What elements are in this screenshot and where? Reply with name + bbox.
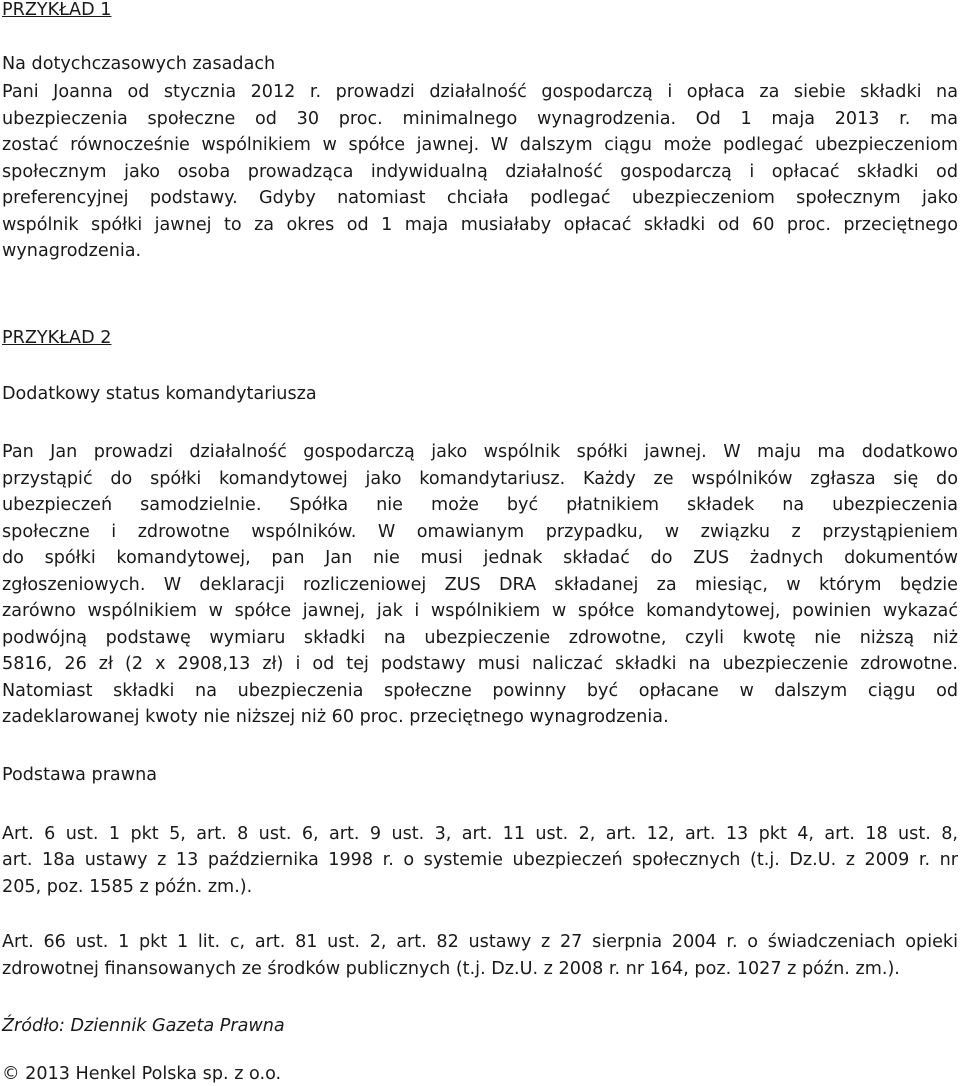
paragraph-line: ubezpieczeń samodzielnie. Spółka nie może być płatnikiem składek na ubezpieczenia xyxy=(2,495,958,515)
paragraph-line: Pani Joanna od stycznia 2012 r. prowadzi działalność gospodarczą i opłaca za siebie składki na xyxy=(2,82,958,102)
copyright-notice: © 2013 Henkel Polska sp. z o.o. xyxy=(2,1064,282,1084)
paragraph-line: Art. 6 ust. 1 pkt 5, art. 8 ust. 6, art. 9 ust. 3, art. 11 ust. 2, art. 12, art. 13 pkt 4, art. 18 ust. 8, xyxy=(2,824,958,844)
paragraph-line: do spółki komandytowej, pan Jan nie musi jednak składać do ZUS żadnych dokumentów xyxy=(2,548,958,568)
source-note: Źródło: Dziennik Gazeta Prawna xyxy=(2,1016,285,1036)
example-1-subtitle: Na dotychczasowych zasadach xyxy=(2,54,276,74)
paragraph-line: podwójną podstawę wymiaru składki na ubezpieczenie zdrowotne, czyli kwotę nie niższą niż xyxy=(2,628,958,648)
paragraph-line: 5816, 26 zł (2 x 2908,13 zł) i od tej podstawy musi naliczać składki na ubezpieczenie zdrowotne. xyxy=(2,654,958,674)
example-2-subtitle: Dodatkowy status komandytariusza xyxy=(2,384,317,404)
paragraph-line: wynagrodzenia. xyxy=(2,241,142,261)
paragraph-line: społeczne i zdrowotne wspólników. W omawianym przypadku, w związku z przystąpieniem xyxy=(2,522,958,542)
paragraph-line: zgłoszeniowych. W deklaracji rozliczeniowej ZUS DRA składanej za miesiąc, w którym będzie xyxy=(2,575,958,595)
paragraph-line: zadeklarowanej kwoty nie niższej niż 60 proc. przeciętnego wynagrodzenia. xyxy=(2,707,669,727)
paragraph-line: społecznym jako osoba prowadząca indywidualną działalność gospodarczą i opłacać składki od xyxy=(2,162,958,182)
example-1-heading[interactable]: PRZYKŁAD 1 xyxy=(2,0,112,20)
paragraph-line: wspólnik spółki jawnej to za okres od 1 maja musiałaby opłacać składki od 60 proc. przeciętnego xyxy=(2,215,958,235)
paragraph-line: zostać równocześnie wspólnikiem w spółce jawnej. W dalszym ciągu może podlegać ubezpieczeniom xyxy=(2,135,958,155)
paragraph-line: Art. 66 ust. 1 pkt 1 lit. c, art. 81 ust. 2, art. 82 ustawy z 27 sierpnia 2004 r. o świadczeniach opieki xyxy=(2,932,958,952)
paragraph-line: zarówno wspólnikiem w spółce jawnej, jak i wspólnikiem w spółce komandytowej, powinien wykazać xyxy=(2,601,958,621)
paragraph-line: zdrowotnej finansowanych ze środków publicznych (t.j. Dz.U. z 2008 r. nr 164, poz. 1027 z późn. zm.). xyxy=(2,959,900,979)
legal-basis-heading: Podstawa prawna xyxy=(2,765,158,785)
paragraph-line: Natomiast składki na ubezpieczenia społeczne powinny być opłacane w dalszym ciągu od xyxy=(2,681,958,701)
paragraph-line: art. 18a ustawy z 13 października 1998 r. o systemie ubezpieczeń społecznych (t.j. Dz.U. z 2009 r. nr xyxy=(2,850,958,870)
example-2-heading[interactable]: PRZYKŁAD 2 xyxy=(2,328,112,348)
paragraph-line: preferencyjnej podstawy. Gdyby natomiast chciała podlegać ubezpieczeniom społecznym jako xyxy=(2,188,958,208)
paragraph-line: przystąpić do spółki komandytowej jako komandytariusz. Każdy ze wspólników zgłasza się do xyxy=(2,469,958,489)
paragraph-line: ubezpieczenia społeczne od 30 proc. minimalnego wynagrodzenia. Od 1 maja 2013 r. ma xyxy=(2,109,958,129)
paragraph-line: 205, poz. 1585 z późn. zm.). xyxy=(2,877,253,897)
paragraph-line: Pan Jan prowadzi działalność gospodarczą jako wspólnik spółki jawnej. W maju ma dodatkowo xyxy=(2,442,958,462)
